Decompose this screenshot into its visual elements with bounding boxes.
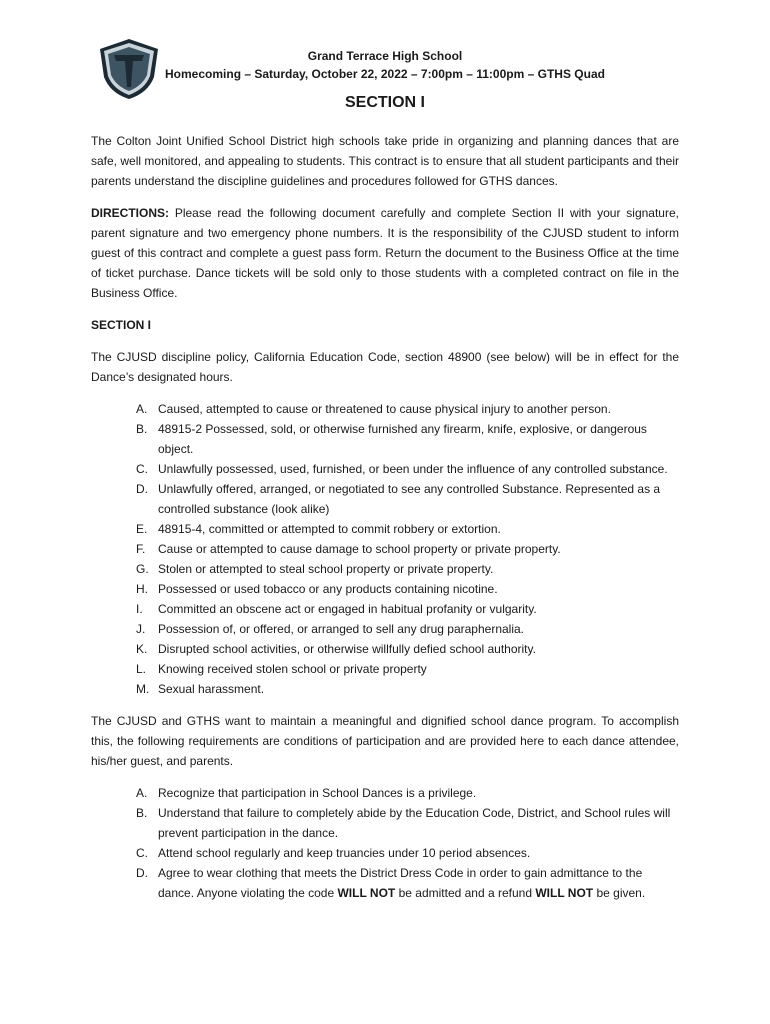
requirements-intro: The CJUSD and GTHS want to maintain a meaningful and dignified school dance program. To accomplish this, the following requirements are conditions of participation and are provided here to each dance attendee, his/her guest, and parents. [91,714,679,768]
list-item-text: Possessed or used tobacco or any products containing nicotine. [158,582,498,596]
list-item-text: Attend school regularly and keep truancies under 10 period absences. [158,846,531,860]
list-item-text: Sexual harassment. [158,682,265,696]
list-item [91,783,679,803]
list-marker: D. [136,866,148,880]
list-item [91,659,679,679]
bold-run: WILL NOT [535,886,594,900]
list-item [91,599,679,619]
list-item-text [158,866,645,900]
list-marker: D. [136,482,148,496]
school-shield-logo [98,37,160,101]
list-item [91,619,679,639]
list-item [91,459,679,479]
list-item [91,579,679,599]
list-item [91,863,679,903]
list-marker: I. [136,602,143,616]
list-marker: M. [136,682,150,696]
list-marker: A. [136,786,148,800]
list-item-text: 48915-2 Possessed, sold, or otherwise furnished any firearm, knife, explosive, or dangerous object. [158,422,647,456]
list-item-text: Committed an obscene act or engaged in habitual profanity or vulgarity. [158,602,537,616]
document-body [91,131,679,915]
list-marker: H. [136,582,148,596]
list-item-text: Possession of, or offered, or arranged to sell any drug paraphernalia. [158,622,524,636]
list-item-text: Caused, attempted to cause or threatened to cause physical injury to another person. [158,402,611,416]
list-item [91,559,679,579]
list-marker: B. [136,422,148,436]
list-item-text: Recognize that participation in School Dances is a privilege. [158,786,477,800]
page-title: SECTION I [344,94,425,111]
event-details: Homecoming – Saturday, October 22, 2022 – 7:00pm – 11:00pm – GTHS Quad [165,67,605,81]
list-marker: K. [136,642,148,656]
violations-list [91,399,679,699]
school-name: Grand Terrace High School [307,49,463,63]
list-item-text: Understand that failure to completely abide by the Education Code, District, and School rules will prevent participation in the dance. [158,806,671,840]
list-item [91,843,679,863]
list-item-text: Cause or attempted to cause damage to school property or private property. [158,542,561,556]
list-marker: A. [136,402,148,416]
list-marker: E. [136,522,148,536]
document-header [160,47,610,83]
intro-paragraph: The Colton Joint Unified School District high schools take pride in organizing and planning dances that are safe, well monitored, and appealing to students. This contract is to ensure that all student participants and their parents understand the discipline guidelines and procedures followed for GTHS dances. [91,134,679,188]
list-item [91,399,679,419]
list-marker: L. [136,662,147,676]
list-item-text: Unlawfully offered, arranged, or negotiated to see any controlled Substance. Represented as a controlled substance (look alike) [158,482,661,516]
directions-text: Please read the following document carefully and complete Section II with your signature, parent signature and two emergency phone numbers. It is the responsibility of the CJUSD student to inform guest of this contract and complete a guest pass form. Return the document to the Business Office at the time of ticket purchase. Dance tickets will be sold only to those students with a completed contract on file in the Business Office. [91,206,679,300]
list-item [91,803,679,843]
requirements-list [91,783,679,903]
list-item-text: 48915-4, committed or attempted to commit robbery or extortion. [158,522,501,536]
list-item [91,479,679,519]
text-run: be admitted and a refund [395,886,536,900]
list-item [91,419,679,459]
text-run: Agree to wear clothing that meets the District Dress Code in order to gain admittance to the dance. Anyone violating the code [158,866,643,900]
list-marker: G. [136,562,149,576]
list-item-text: Disrupted school activities, or otherwise willfully defied school authority. [158,642,536,656]
bold-run: WILL NOT [337,886,396,900]
section-heading: SECTION I [91,318,152,332]
list-marker: B. [136,806,148,820]
policy-intro: The CJUSD discipline policy, California Education Code, section 48900 (see below) will be in effect for the Dance’s designated hours. [91,350,679,384]
text-run: be given. [593,886,646,900]
list-marker: C. [136,462,148,476]
list-item [91,519,679,539]
list-marker: C. [136,846,148,860]
list-item-text: Unlawfully possessed, used, furnished, or been under the influence of any controlled substance. [158,462,668,476]
list-item [91,539,679,559]
list-item [91,679,679,699]
list-marker: J. [136,622,146,636]
list-item-text: Stolen or attempted to steal school property or private property. [158,562,494,576]
directions-paragraph [91,203,679,303]
directions-label: DIRECTIONS: [91,206,169,220]
list-item [91,639,679,659]
list-marker: F. [136,542,146,556]
list-item-text: Knowing received stolen school or private property [158,662,427,676]
